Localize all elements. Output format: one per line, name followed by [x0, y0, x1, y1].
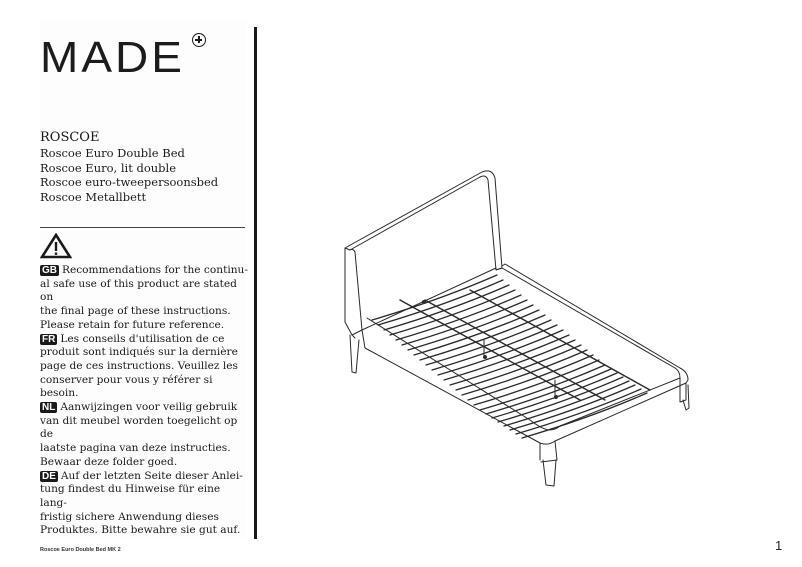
- note-line: the final page of these instructions.: [40, 305, 231, 318]
- document-reference: Roscoe Euro Double Bed MK 2: [40, 547, 121, 553]
- note-line: Auf der letzten Seite dieser Anlei-: [60, 469, 243, 482]
- note-line: Recommendations for the continu-: [62, 264, 248, 276]
- bed-frame-illustration: [330, 160, 710, 500]
- lang-badge-gb: GB: [42, 265, 57, 276]
- note-line: al safe use of this product are stated on: [40, 277, 237, 304]
- product-names: [40, 130, 218, 205]
- note-line: fristig sichere Anwendung dieses: [40, 510, 219, 523]
- note-line: van dit meubel worden toegelicht op de: [40, 414, 238, 441]
- note-line: produit sont indiqués sur la dernière: [40, 346, 238, 359]
- warning-triangle-icon: [40, 233, 72, 259]
- note-nl: [40, 401, 250, 470]
- logo-plus-icon: [192, 33, 206, 47]
- note-de: [40, 470, 250, 539]
- product-name-nl: Roscoe euro-tweepersoonsbed: [40, 175, 219, 190]
- page-number: 1: [775, 538, 783, 553]
- note-line: Bewaar deze folder goed.: [40, 455, 178, 468]
- note-line: tung findest du Hinweise für eine lang-: [40, 483, 221, 509]
- vertical-divider: [254, 27, 257, 539]
- product-title: ROSCOE: [40, 130, 100, 145]
- note-line: conserver pour vous y référer si besoin.: [40, 373, 213, 400]
- horizontal-rule: [40, 227, 245, 228]
- lang-badge-de: DE: [42, 470, 56, 482]
- note-line: Please retain for future reference.: [40, 318, 225, 331]
- safety-notes: [40, 264, 250, 538]
- brand-logo: MADE: [40, 32, 185, 82]
- product-name-de: Roscoe Metallbett: [40, 190, 147, 205]
- note-line: page de ces instructions. Veuillez les: [40, 359, 238, 372]
- note-fr: [40, 333, 250, 402]
- note-line: laatste pagina van deze instructies.: [40, 442, 231, 455]
- product-name-en: Roscoe Euro Double Bed: [40, 146, 185, 160]
- note-line: Aanwijzingen voor veilig gebruik: [60, 401, 238, 414]
- note-line: Les conseils d'utilisation de ce: [60, 332, 225, 345]
- product-name-fr: Roscoe Euro, lit double: [40, 160, 177, 175]
- lang-badge-nl: NL: [42, 402, 56, 414]
- note-line: Produktes. Bitte bewahre sie gut auf.: [40, 524, 241, 537]
- note-gb: [40, 264, 250, 333]
- lang-badge-fr: FR: [42, 333, 56, 345]
